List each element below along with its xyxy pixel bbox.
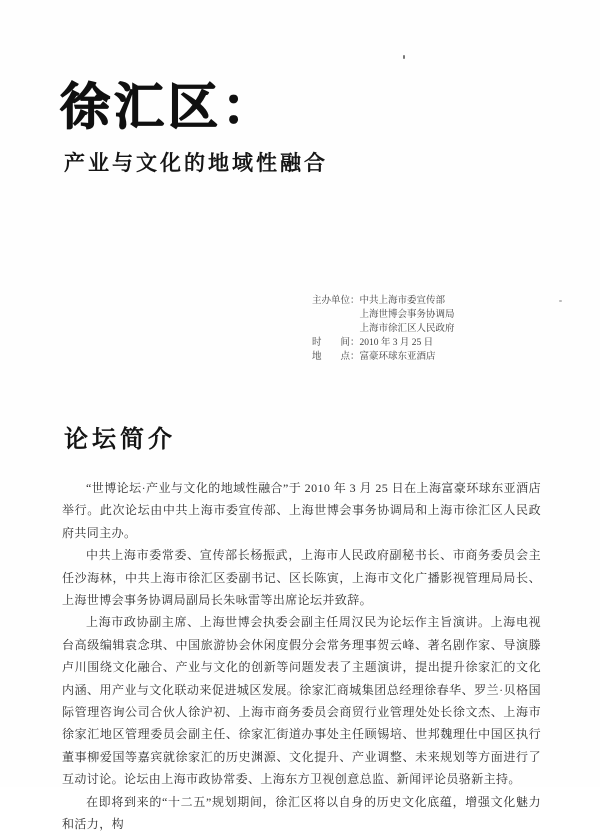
place-value: 富豪环球东亚酒店: [359, 352, 436, 362]
time-value: 2010 年 3 月 25 日: [359, 338, 434, 348]
organizer-line: 上海世博会事务协调局: [359, 310, 455, 320]
organizer-line: 中共上海市委宣传部: [359, 296, 446, 306]
page-title: 徐汇区：: [60, 79, 276, 135]
place-label: 地 点：: [312, 352, 360, 362]
organizer-line: 上海市徐汇区人民政府: [359, 324, 455, 334]
event-meta: [312, 294, 455, 364]
page-subtitle: 产业与文化的地域性融合: [64, 151, 328, 175]
organizer-label: 主办单位：: [312, 296, 360, 306]
paragraph-2: 中共上海市委常委、宣传部长杨振武，上海市人民政府副秘书长、市商务委员会主任沙海林，中共上海市徐汇区委副书记、区长陈寅，上海市文化广播影视管理局局长、上海世博会事务协调局副局长朱咏雷等出席论坛并致辞。: [62, 548, 541, 608]
meta-time-row: [312, 336, 455, 350]
paragraph-1: “世博论坛·产业与文化的地域性融合”于 2010 年 3 月 25 日在上海富豪环球东亚酒店举行。此次论坛由中共上海市委宣传部、上海世博会事务协调局和上海市徐汇区人民政府共同主办。: [62, 481, 541, 540]
forum-introduction-body: [62, 477, 541, 836]
paragraph-4: 在即将到来的“十二五”规划期间，徐汇区将以自身的历史文化底蕴，增强文化魅力和活力，构: [62, 794, 541, 832]
meta-organizer-row: [312, 294, 455, 336]
scan-speck: [403, 55, 405, 59]
scan-speck: [559, 300, 562, 302]
paragraph-3: 上海市政协副主席、上海世博会执委会副主任周汉民为论坛作主旨演讲。上海电视台高级编辑袁念琪、中国旅游协会休闲度假分会常务理事贺云峰、著名剧作家、导演滕卢川围绕文化融合、产业与文化的创新等问题发表了主题演讲，提出提升徐家汇的文化内涵、用产业与文化联动来促进城区发展。徐家汇商城集团总经理徐春华、罗兰·贝格国际管理咨询公司合伙人徐沪初、上海市商务委员会商贸行业管理处处长徐文杰、上海市徐家汇地区管理委员会副主任、徐家汇街道办事处主任顾锡培、世邦魏理仕中国区执行董事柳爱国等嘉宾就徐家汇的历史渊源、文化提升、产业调整、未来规划等方面进行了互动讨论。论坛由上海市政协常委、上海东方卫视创意总监、新闻评论员骆新主持。: [62, 615, 541, 787]
time-label: 时 间：: [312, 338, 360, 348]
organizer-values: [360, 294, 455, 336]
section-heading: 论坛简介: [64, 427, 176, 453]
meta-place-row: [312, 350, 455, 364]
